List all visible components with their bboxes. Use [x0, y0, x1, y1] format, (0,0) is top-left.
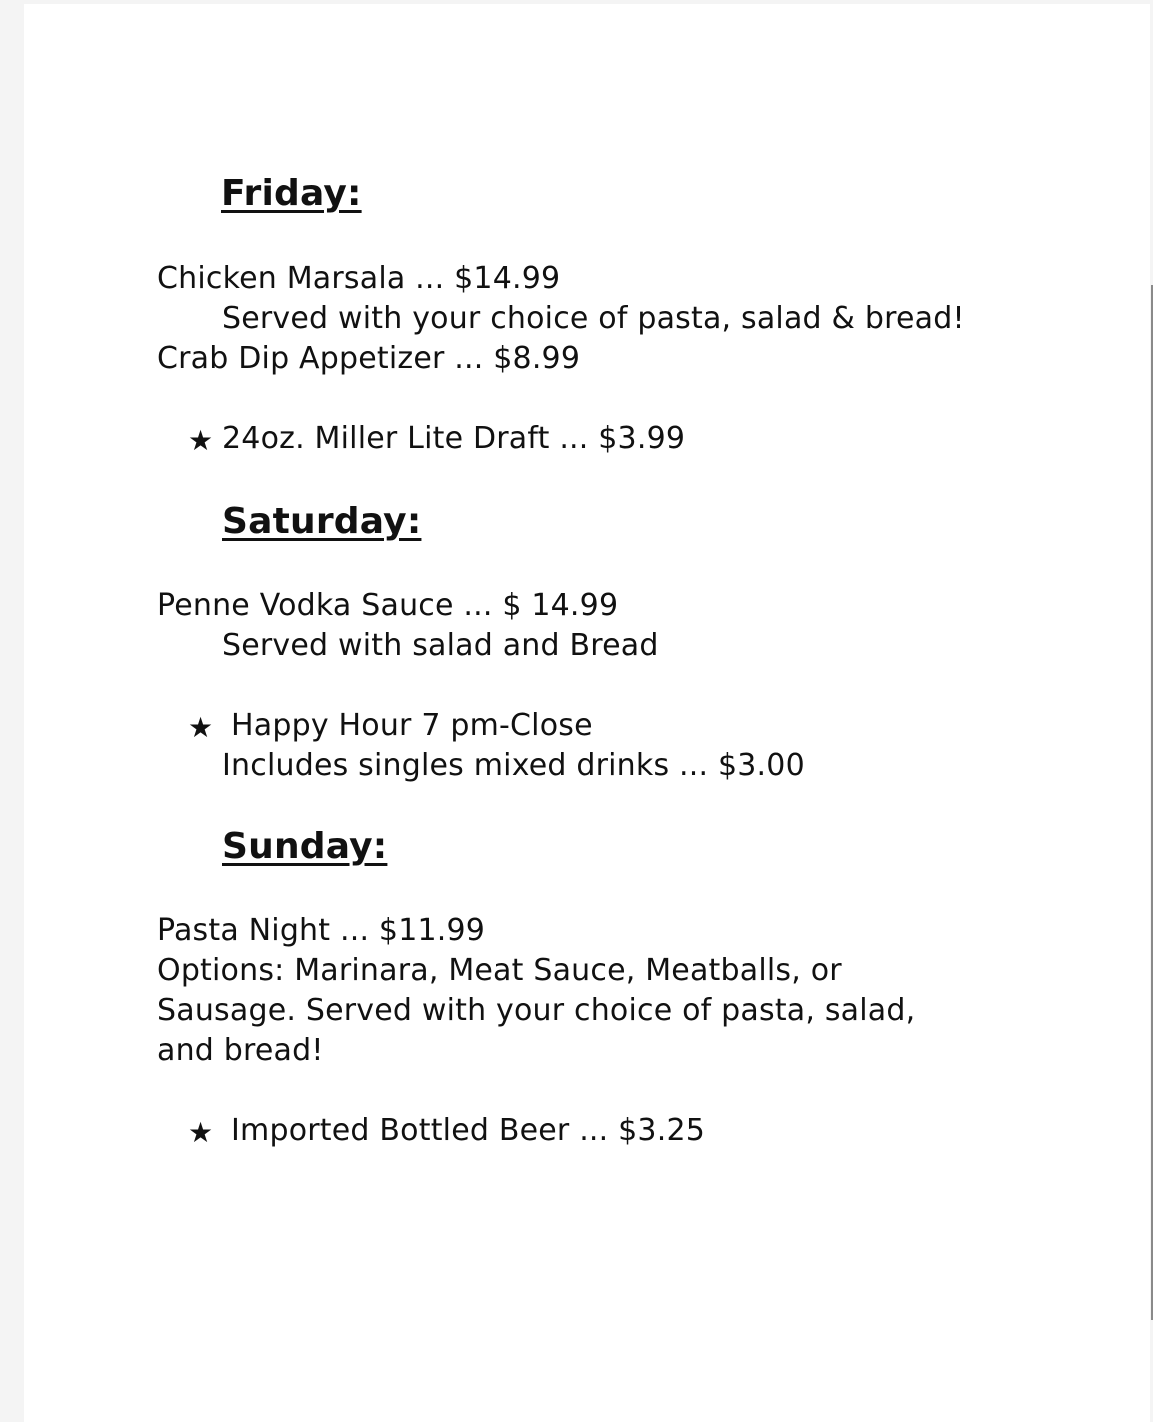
sunday-drink-special: Imported Bottled Beer ... $3.25	[231, 1113, 706, 1148]
saturday-heading: Saturday:	[222, 501, 422, 542]
sunday-pasta-options-line2: Sausage. Served with your choice of pasta, salad,	[157, 993, 916, 1028]
star-bullet-icon: ★	[188, 1116, 214, 1149]
star-bullet-icon: ★	[188, 711, 214, 744]
saturday-penne-vodka-description: Served with salad and Bread	[222, 628, 659, 663]
sunday-pasta-options-line3: and bread!	[157, 1033, 324, 1068]
sunday-pasta-options-line1: Options: Marinara, Meat Sauce, Meatballs, or	[157, 953, 842, 988]
friday-crab-dip: Crab Dip Appetizer ... $8.99	[157, 341, 581, 376]
star-bullet-icon: ★	[188, 424, 214, 457]
friday-chicken-marsala: Chicken Marsala ... $14.99	[157, 261, 561, 296]
friday-heading: Friday:	[221, 173, 362, 214]
saturday-penne-vodka: Penne Vodka Sauce ... $ 14.99	[157, 588, 619, 623]
saturday-happy-hour-description: Includes singles mixed drinks ... $3.00	[222, 748, 805, 783]
sunday-pasta-night: Pasta Night ... $11.99	[157, 913, 486, 948]
saturday-happy-hour: Happy Hour 7 pm-Close	[231, 708, 593, 743]
friday-chicken-marsala-description: Served with your choice of pasta, salad & bread!	[222, 301, 965, 336]
friday-drink-special: 24oz. Miller Lite Draft ... $3.99	[222, 421, 686, 456]
sunday-heading: Sunday:	[222, 826, 388, 867]
